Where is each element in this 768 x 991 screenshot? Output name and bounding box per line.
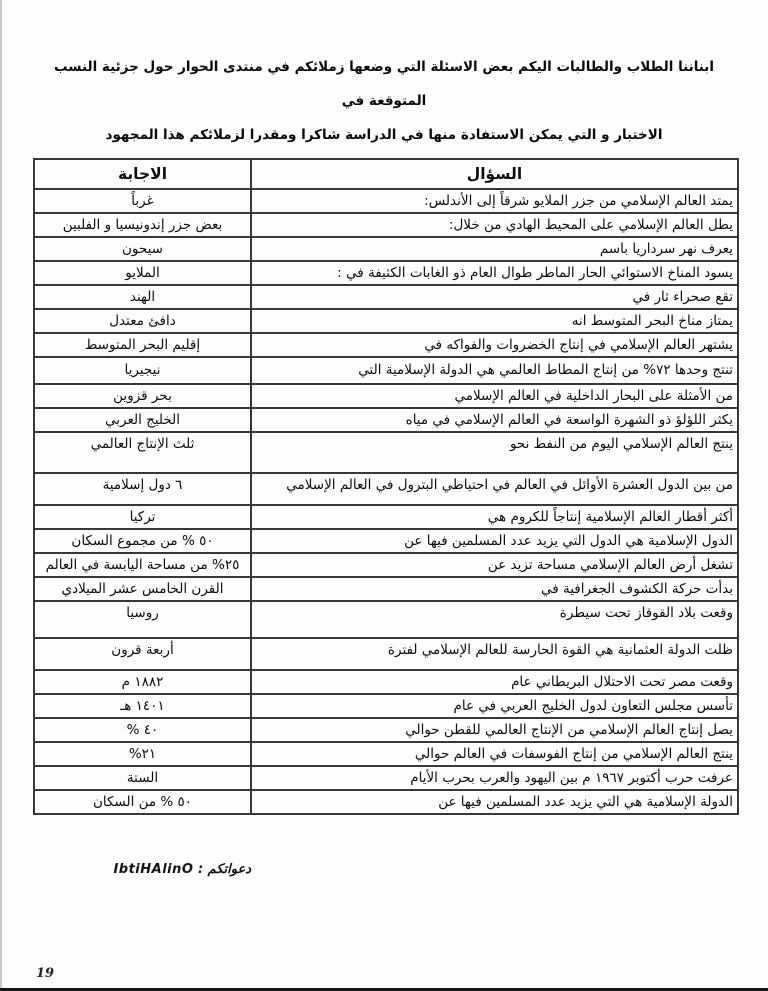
- table-row: [34, 237, 738, 261]
- answer-cell: بعض جزر إندونيسيا و الفلبين: [34, 213, 251, 237]
- question-cell: تأسس مجلس التعاون لدول الخليج العربي في عام: [251, 694, 738, 718]
- answer-cell: نيجيريا: [34, 357, 251, 384]
- answer-cell: ١٤٠١ هـ: [34, 694, 251, 718]
- question-cell: ظلت الدولة العثمانية هي القوة الحارسة للعالم الإسلامي لفترة: [251, 638, 738, 670]
- table-row: [34, 384, 738, 408]
- answer-cell: ٤٠ %: [34, 718, 251, 742]
- answer-cell: الستة: [34, 766, 251, 790]
- table-row: [34, 529, 738, 553]
- question-cell: وقعت بلاد القوقاز تحت سيطرة: [251, 601, 738, 638]
- scan-edge-left: [0, 0, 2, 991]
- answer-cell: سيحون: [34, 237, 251, 261]
- intro-line-1: ابناننا الطلاب والطالبات اليكم بعض الاسئلة التي وضعها زملائكم في منتدى الحوار حول جزئية النسب المتوقعة في: [54, 59, 714, 109]
- answer-cell: دافئ معتدل: [34, 309, 251, 333]
- question-cell: ينتج العالم الإسلامي اليوم من النفط نحو: [251, 432, 738, 473]
- question-cell: عرفت حرب أكتوبر ١٩٦٧ م بين اليهود والعرب بحرب الأيام: [251, 766, 738, 790]
- question-cell: بدأت حركة الكشوف الجغرافية في: [251, 577, 738, 601]
- qa-table: [33, 158, 739, 815]
- answer-cell: ثلث الإنتاج العالمي: [34, 432, 251, 473]
- question-cell: من الأمثلة على البحار الداخلية في العالم الإسلامي: [251, 384, 738, 408]
- question-cell: يمتاز مناخ البحر المتوسط انه: [251, 309, 738, 333]
- question-cell: يطل العالم الإسلامي على المحيط الهادي من خلال:: [251, 213, 738, 237]
- question-column-header: السؤال: [251, 159, 738, 189]
- answer-cell: القرن الخامس عشر الميلادي: [34, 577, 251, 601]
- answer-cell: ١٨٨٢ م: [34, 670, 251, 694]
- question-cell: يكثر اللؤلؤ ذو الشهرة الواسعة في العالم الإسلامي في مياه: [251, 408, 738, 432]
- table-row: [34, 189, 738, 213]
- table-row: [34, 638, 738, 670]
- question-cell: يسود المناخ الاستوائي الحار الماطر طوال العام ذو الغابات الكثيفة في :: [251, 261, 738, 285]
- table-row: [34, 718, 738, 742]
- table-row: [34, 553, 738, 577]
- table-row: [34, 790, 738, 814]
- intro-paragraph: [34, 50, 734, 152]
- question-cell: تنتج وحدها ٧٢% من إنتاج المطاط العالمي هي الدولة الإسلامية التي: [251, 357, 738, 384]
- question-cell: يصل إنتاج العالم الإسلامي من الإنتاج العالمي للقطن حوالي: [251, 718, 738, 742]
- question-cell: ينتج العالم الإسلامي من إنتاج الفوسفات في العالم حوالي: [251, 742, 738, 766]
- table-row: [34, 670, 738, 694]
- table-row: [34, 742, 738, 766]
- question-cell: أكثر أقطار العالم الإسلامية إنتاجاً للكروم هي: [251, 505, 738, 529]
- answer-cell: إقليم البحر المتوسط: [34, 333, 251, 357]
- table-header-row: [34, 159, 738, 189]
- question-cell: يعرف نهر سرداريا باسم: [251, 237, 738, 261]
- question-cell: الدولة الإسلامية هي التي يزيد عدد المسلمين فيها عن: [251, 790, 738, 814]
- signature-line: دعواتكم : IbtiHAlinO: [113, 862, 251, 877]
- answer-cell: بحر قزوين: [34, 384, 251, 408]
- page-number: 19: [36, 966, 55, 981]
- question-cell: تقع صحراء ثار في: [251, 285, 738, 309]
- answer-cell: الخليج العربي: [34, 408, 251, 432]
- qa-table-body: [34, 189, 738, 814]
- table-row: [34, 309, 738, 333]
- answer-cell: الملايو: [34, 261, 251, 285]
- answer-column-header: الاجابة: [34, 159, 251, 189]
- answer-cell: روسيا: [34, 601, 251, 638]
- table-row: [34, 601, 738, 638]
- question-cell: من بين الدول العشرة الأوائل في العالم في احتياطي البترول في العالم الإسلامي: [251, 473, 738, 505]
- table-row: [34, 357, 738, 384]
- answer-cell: الهند: [34, 285, 251, 309]
- table-row: [34, 694, 738, 718]
- table-row: [34, 261, 738, 285]
- question-cell: تشغل أرض العالم الإسلامي مساحة تزيد عن: [251, 553, 738, 577]
- table-row: [34, 473, 738, 505]
- answer-cell: غرباً: [34, 189, 251, 213]
- answer-cell: ٥٠ % من السكان: [34, 790, 251, 814]
- answer-cell: أربعة قرون: [34, 638, 251, 670]
- table-row: [34, 505, 738, 529]
- answer-cell: ٢٥% من مساحة اليابسة في العالم: [34, 553, 251, 577]
- table-row: [34, 432, 738, 473]
- answer-cell: ٦ دول إسلامية: [34, 473, 251, 505]
- table-row: [34, 213, 738, 237]
- intro-line-2: الاختبار و التي يمكن الاستفادة منها في الدراسة شاكرا ومقدرا لزملائكم هذا المجهود: [105, 127, 663, 143]
- table-row: [34, 577, 738, 601]
- question-cell: يمتد العالم الإسلامي من جزر الملايو شرقاً إلى الأندلس:: [251, 189, 738, 213]
- table-row: [34, 285, 738, 309]
- table-row: [34, 408, 738, 432]
- question-cell: الدول الإسلامية هي الدول التي يزيد عدد المسلمين فيها عن: [251, 529, 738, 553]
- answer-cell: ٢١%: [34, 742, 251, 766]
- table-row: [34, 766, 738, 790]
- table-row: [34, 333, 738, 357]
- answer-cell: ٥٠ % من مجموع السكان: [34, 529, 251, 553]
- question-cell: وقعت مصر تحت الاحتلال البريطاني عام: [251, 670, 738, 694]
- answer-cell: تركيا: [34, 505, 251, 529]
- question-cell: يشتهر العالم الإسلامي في إنتاج الخضروات والفواكه في: [251, 333, 738, 357]
